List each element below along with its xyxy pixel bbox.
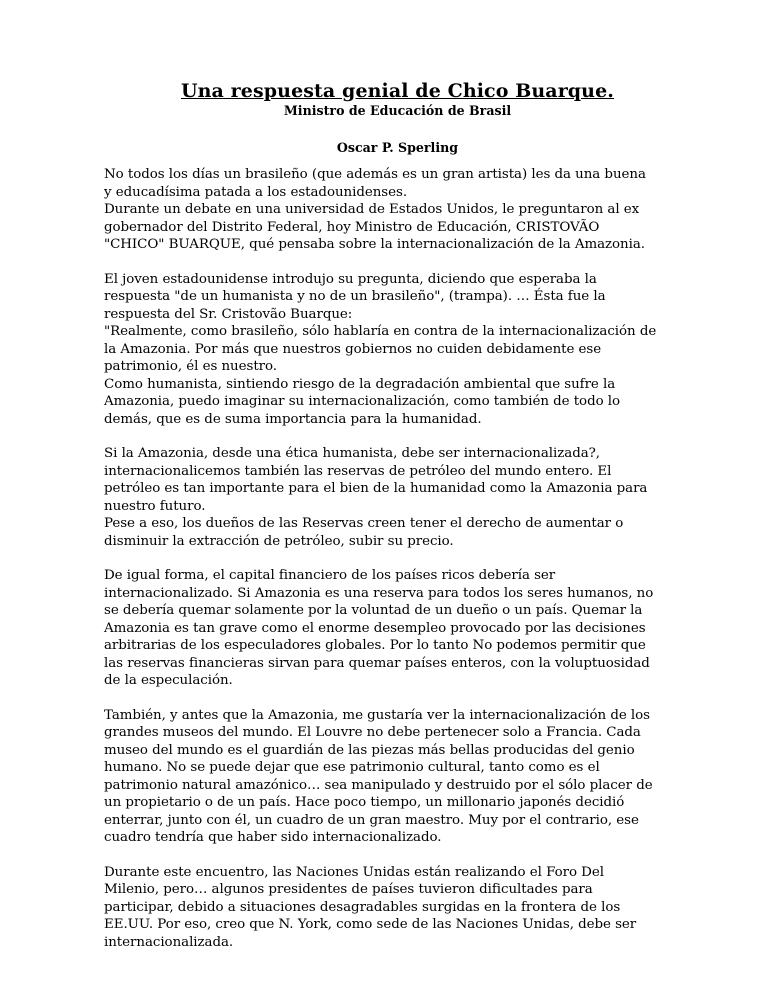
- text-line: internacionalizada.: [104, 934, 234, 950]
- text-line: "Realmente, como brasileño, sólo hablaría en contra de la internacionalización de: [104, 324, 657, 339]
- text-line: enterrar, junto con él, un cuadro de un gran maestro. Muy por el contrario, ese: [104, 812, 639, 828]
- text-line: Como humanista, sintiendo riesgo de la degradación ambiental que sufre la: [104, 376, 616, 392]
- text-line: petróleo es tan importante para el bien de la humanidad como la Amazonia para: [104, 481, 648, 496]
- document-author: Oscar P. Sperling: [336, 140, 459, 155]
- text-line: gobernador del Distrito Federal, hoy Ministro de Educación, CRISTOVÃO: [104, 219, 600, 235]
- text-line: Pese a eso, los dueños de las Reservas creen tener el derecho de aumentar o: [104, 516, 624, 531]
- text-line: Durante este encuentro, las Naciones Unidas están realizando el Foro Del: [104, 864, 604, 880]
- paragraph: [104, 707, 679, 847]
- text-line: El joven estadounidense introdujo su pregunta, diciendo que esperaba la: [104, 271, 597, 287]
- text-line: respuesta "de un humanista y no de un brasileño", (trampa). … Ésta fue la: [104, 289, 606, 304]
- paragraph: [104, 271, 679, 429]
- text-line: humano. No se puede dejar que ese patrimonio cultural, tanto como es el: [104, 760, 600, 775]
- text-line: las reservas financieras sirvan para quemar países enteros, con la voluptuosidad: [104, 655, 650, 671]
- paragraph: [104, 864, 679, 952]
- text-line: Durante un debate en una universidad de Estados Unidos, le preguntaron al ex: [104, 202, 640, 217]
- text-line: demás, que es de suma importancia para la humanidad.: [104, 411, 482, 427]
- document-page: [104, 80, 679, 968]
- text-line: arbitrarias de los especuladores globales. Por lo tanto No podemos permitir que: [104, 638, 646, 653]
- text-line: nuestro futuro.: [104, 498, 206, 514]
- text-line: "CHICO" BUARQUE, qué pensaba sobre la internacionalización de la Amazonia.: [104, 237, 645, 252]
- text-line: cuadro tendría que haber sido internacionalizado.: [104, 830, 442, 845]
- text-line: internacionalicemos también las reservas de petróleo del mundo entero. El: [104, 463, 612, 479]
- text-line: Amazonia, puedo imaginar su internacionalización, como también de todo lo: [104, 394, 621, 409]
- text-line: grandes museos del mundo. El Louvre no debe pertenecer solo a Francia. Cada: [104, 725, 641, 740]
- text-line: EE.UU. Por eso, creo que N. York, como sede de las Naciones Unidas, debe ser: [104, 917, 637, 932]
- text-line: de la especulación.: [104, 673, 233, 688]
- text-line: participar, debido a situaciones desagradables surgidas en la frontera de los: [104, 899, 621, 915]
- document-title: Una respuesta genial de Chico Buarque.: [180, 80, 615, 102]
- paragraph: [104, 567, 679, 690]
- text-line: patrimonio natural amazónico… sea manipulado y destruido por el sólo placer de: [104, 777, 653, 793]
- text-line: Si la Amazonia, desde una ética humanista, debe ser internacionalizada?,: [104, 446, 600, 461]
- text-line: patrimonio, él es nuestro.: [104, 359, 277, 374]
- document-subtitle: Ministro de Educación de Brasil: [283, 103, 512, 118]
- text-line: Amazonia es tan grave como el enorme desempleo provocado por las decisiones: [104, 620, 646, 636]
- text-line: se debería quemar solamente por la voluntad de un dueño o un país. Quemar la: [104, 603, 643, 618]
- text-line: disminuir la extracción de petróleo, subir su precio.: [104, 533, 454, 549]
- text-line: y educadísima patada a los estadounidenses.: [104, 184, 408, 200]
- text-line: No todos los días un brasileño (que además es un gran artista) les da una buena: [104, 167, 646, 182]
- text-line: De igual forma, el capital financiero de los países ricos debería ser: [104, 568, 556, 583]
- text-line: un propietario o de un país. Hace poco tiempo, un millonario japonés decidió: [104, 795, 625, 810]
- text-line: Milenio, pero… algunos presidentes de países tuvieron dificultades para: [104, 882, 593, 897]
- text-line: respuesta del Sr. Cristovão Buarque:: [104, 306, 353, 322]
- text-line: museo del mundo es el guardián de las piezas más bellas producidas del genio: [104, 742, 635, 758]
- paragraph: [104, 166, 679, 254]
- text-line: internacionalizado. Si Amazonia es una reserva para todos los seres humanos, no: [104, 585, 654, 601]
- paragraph: [104, 445, 679, 550]
- text-line: la Amazonia. Por más que nuestros gobiernos no cuiden debidamente ese: [104, 341, 602, 357]
- text-line: También, y antes que la Amazonia, me gustaría ver la internacionalización de los: [104, 707, 650, 723]
